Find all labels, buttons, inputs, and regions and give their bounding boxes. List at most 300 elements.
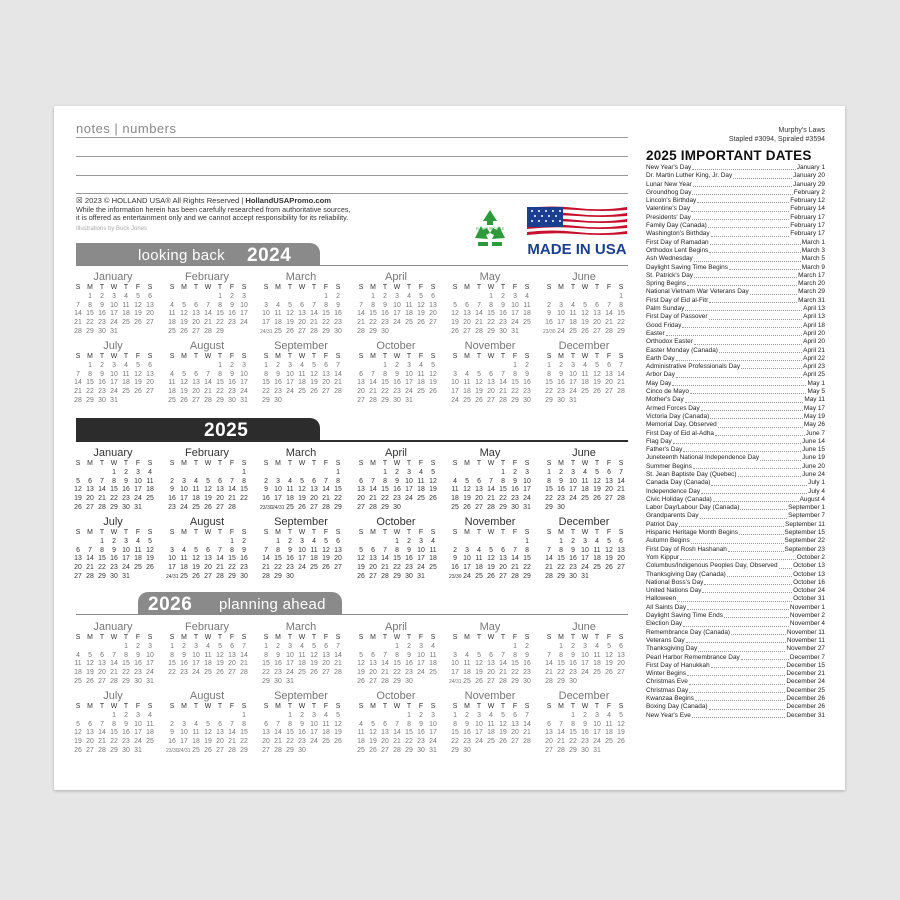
- day-cell: 21: [617, 379, 625, 387]
- month-calendar: [446, 515, 534, 582]
- day-cell: 12: [192, 555, 200, 563]
- day-cell: 11: [429, 651, 437, 659]
- month-day-grid: [355, 460, 440, 513]
- day-cell: 16: [511, 486, 519, 494]
- weekday-header: S: [75, 460, 81, 467]
- empty-cell: [332, 678, 344, 687]
- day-cell: 7: [264, 546, 268, 554]
- holiday-row: [646, 629, 825, 637]
- empty-cell: [355, 643, 367, 652]
- day-cell: 24: [523, 495, 531, 503]
- day-cell: 21: [274, 738, 282, 746]
- day-cell: 15: [545, 379, 553, 387]
- day-cell: 27: [605, 495, 613, 503]
- weekday-header: M: [464, 634, 470, 641]
- empty-cell: [473, 293, 485, 302]
- month-day-grid: [449, 529, 534, 582]
- empty-cell: [473, 643, 485, 652]
- day-cell: 10: [110, 301, 118, 309]
- day-cell: 26: [369, 746, 377, 754]
- notes-line: [76, 137, 628, 138]
- day-cell: 27: [593, 327, 601, 335]
- day-cell: 26: [216, 669, 224, 677]
- day-cell: 5: [501, 711, 505, 719]
- day-cell: 24: [240, 319, 248, 327]
- day-cell: 16: [393, 379, 401, 387]
- leader-dots: [686, 637, 786, 643]
- day-cell: 15: [487, 310, 495, 318]
- weekday-header: S: [335, 634, 341, 641]
- day-cell: 11: [192, 486, 200, 494]
- day-cell: 9: [525, 370, 529, 378]
- weekday-header: M: [87, 529, 93, 536]
- day-cell: 23: [274, 669, 282, 677]
- holiday-date: February 17: [790, 230, 825, 238]
- day-cell: 16: [262, 495, 270, 503]
- day-cell: 17: [286, 379, 294, 387]
- day-cell: 11: [569, 310, 577, 318]
- day-cell: 8: [395, 546, 399, 554]
- empty-cell: [260, 469, 272, 478]
- weekday-header: S: [546, 353, 552, 360]
- month-name: October: [376, 340, 416, 352]
- day-cell: 20: [381, 738, 389, 746]
- weekday-header: T: [311, 460, 317, 467]
- day-cell: 22: [168, 669, 176, 677]
- weekday-header: F: [229, 634, 235, 641]
- day-cell: 24: [429, 738, 437, 746]
- day-cell: 25: [74, 677, 82, 685]
- holiday-row: [646, 529, 825, 537]
- weekday-header: T: [193, 634, 199, 641]
- day-cell: 5: [324, 537, 328, 545]
- weekday-header: F: [229, 529, 235, 536]
- day-cell: 4: [453, 477, 457, 485]
- weekday-header: T: [217, 529, 223, 536]
- day-cell: 20: [617, 660, 625, 668]
- holiday-name: Lunar New Year: [646, 180, 692, 188]
- day-cell: 11: [146, 720, 154, 728]
- empty-cell: [132, 573, 144, 582]
- month-day-grid: [543, 284, 628, 337]
- day-cell: 4: [431, 642, 435, 650]
- day-cell: 17: [180, 495, 188, 503]
- weekday-header: S: [430, 634, 436, 641]
- day-cell: 12: [463, 486, 471, 494]
- day-cell: 5: [465, 477, 469, 485]
- weekday-header: S: [335, 460, 341, 467]
- weekday-header: M: [275, 529, 281, 536]
- day-cell: 15: [545, 486, 553, 494]
- day-cell: 20: [192, 319, 200, 327]
- day-cell: 31: [110, 396, 118, 404]
- empty-cell: [72, 643, 84, 652]
- day-cell: 1: [383, 361, 387, 369]
- holiday-row: [646, 479, 825, 487]
- day-cell: 10: [286, 370, 294, 378]
- holiday-name: Winter Begins: [646, 670, 687, 678]
- day-cell: 13: [605, 370, 613, 378]
- day-cell: 30: [98, 396, 106, 404]
- day-cell: 27: [487, 396, 495, 404]
- day-cell: 3: [136, 468, 140, 476]
- month-calendar: [69, 339, 157, 406]
- weekday-header: W: [110, 529, 118, 536]
- holiday-row: [646, 678, 825, 686]
- day-cell: 9: [288, 546, 292, 554]
- day-cell: 6: [218, 477, 222, 485]
- weekday-header: W: [204, 460, 212, 467]
- empty-cell: [555, 712, 567, 721]
- month-calendar: [446, 446, 534, 513]
- day-cell: 5: [477, 370, 481, 378]
- day-cell: 4: [76, 651, 80, 659]
- day-cell: 15: [228, 555, 236, 563]
- day-cell: 26: [286, 327, 294, 335]
- holiday-row: [646, 571, 825, 579]
- day-cell: 29: [499, 503, 507, 511]
- holiday-date: April 23: [803, 363, 825, 371]
- day-cell: 21: [545, 669, 553, 677]
- weekday-header: W: [298, 460, 306, 467]
- day-cell: 18: [405, 310, 413, 318]
- empty-cell: [473, 747, 485, 756]
- day-cell: 26: [593, 388, 601, 396]
- day-cell: 7: [242, 642, 246, 650]
- day-cell: 14: [369, 379, 377, 387]
- day-cell: 28: [369, 396, 377, 404]
- day-cell: 19: [74, 738, 82, 746]
- day-cell: 22: [274, 564, 282, 572]
- day-cell: 21: [499, 669, 507, 677]
- day-cell: 20: [369, 564, 377, 572]
- leader-dots: [689, 687, 785, 693]
- weekday-header: M: [181, 353, 187, 360]
- leader-dots: [741, 654, 789, 660]
- day-cell: 25: [180, 572, 188, 580]
- holiday-name: Daylight Saving Time Ends: [646, 612, 723, 620]
- day-cell: 17: [168, 564, 176, 572]
- day-cell: 20: [475, 495, 483, 503]
- weekday-header: S: [430, 703, 436, 710]
- day-cell: 15: [393, 660, 401, 668]
- day-cell: 22: [499, 495, 507, 503]
- day-cell: 20: [499, 564, 507, 572]
- weekday-header: S: [335, 529, 341, 536]
- day-cell: 29: [228, 572, 236, 580]
- weekday-header: S: [618, 353, 624, 360]
- day-cell: 9: [276, 370, 280, 378]
- leader-dots: [701, 405, 803, 411]
- day-cell: 18: [168, 319, 176, 327]
- month-calendar: [257, 270, 345, 337]
- day-cell: 13: [369, 660, 377, 668]
- day-cell: 9: [230, 301, 234, 309]
- day-cell: 14: [262, 555, 270, 563]
- empty-cell: [226, 328, 238, 337]
- day-cell: 10: [310, 720, 318, 728]
- day-cell: 5: [489, 546, 493, 554]
- weekday-header: S: [524, 634, 530, 641]
- leader-dots: [690, 388, 807, 394]
- empty-cell: [415, 397, 427, 406]
- weekday-header: W: [298, 284, 306, 291]
- day-cell: 10: [417, 651, 425, 659]
- day-cell: 3: [571, 361, 575, 369]
- day-cell: 29: [511, 396, 519, 404]
- day-cell: 15: [557, 555, 565, 563]
- weekday-header: F: [418, 529, 424, 536]
- day-cell: 3: [194, 642, 198, 650]
- day-cell: 17: [451, 388, 459, 396]
- weekday-header: S: [147, 353, 153, 360]
- illustrations-credit: Illustrations by Buck Jones: [76, 225, 148, 232]
- day-cell: 13: [322, 370, 330, 378]
- year-bar-year: 2025: [204, 420, 249, 441]
- day-cell: 26: [499, 738, 507, 746]
- holiday-date: May 17: [803, 404, 825, 412]
- day-cell: 16: [274, 660, 282, 668]
- day-cell: 23: [122, 495, 130, 503]
- holiday-name: Father's Day: [646, 446, 683, 454]
- day-cell: 25: [298, 388, 306, 396]
- weekday-header: T: [99, 703, 105, 710]
- weekday-header: F: [135, 529, 141, 536]
- weekday-header: F: [606, 353, 612, 360]
- day-cell: 26: [429, 388, 437, 396]
- day-cell: 25: [192, 746, 200, 754]
- day-cell: 3: [136, 711, 140, 719]
- day-cell: 23: [463, 738, 471, 746]
- day-cell: 18: [286, 495, 294, 503]
- day-cell: 14: [322, 486, 330, 494]
- day-cell: 12: [310, 651, 318, 659]
- empty-cell: [615, 678, 627, 687]
- holiday-date: November 11: [786, 636, 825, 644]
- day-cell: 2: [182, 642, 186, 650]
- empty-cell: [308, 678, 320, 687]
- weekday-header: F: [135, 353, 141, 360]
- weekday-header: T: [99, 284, 105, 291]
- day-cell: 14: [334, 651, 342, 659]
- holiday-date: October 31: [793, 595, 825, 603]
- day-cell: 14: [204, 379, 212, 387]
- holiday-name: Summer Begins: [646, 462, 692, 470]
- day-cell: 25: [429, 669, 437, 677]
- month-day-grid: [72, 284, 157, 337]
- weekday-header: F: [323, 284, 329, 291]
- weekday-header: T: [217, 703, 223, 710]
- day-cell: 13: [98, 660, 106, 668]
- holiday-name: Victoria Day (Canada): [646, 412, 710, 420]
- day-cell: 20: [334, 555, 342, 563]
- day-cell: 11: [134, 546, 142, 554]
- weekday-header: T: [500, 460, 506, 467]
- empty-cell: [485, 362, 497, 371]
- holiday-row: [646, 347, 825, 355]
- day-cell: 2: [559, 361, 563, 369]
- holiday-list: [646, 164, 825, 720]
- leader-dots: [779, 562, 793, 568]
- holiday-row: [646, 172, 825, 180]
- day-cell: 8: [264, 651, 268, 659]
- day-cell: 3: [583, 642, 587, 650]
- weekday-header: F: [135, 460, 141, 467]
- weekday-header: T: [123, 353, 129, 360]
- day-cell: 20: [322, 660, 330, 668]
- day-cell: 12: [475, 660, 483, 668]
- day-cell: 26: [322, 564, 330, 572]
- weekday-header: F: [418, 353, 424, 360]
- day-cell: 30: [274, 396, 282, 404]
- day-cell: 2: [571, 537, 575, 545]
- weekday-header: F: [512, 284, 518, 291]
- day-cell: 5: [76, 477, 80, 485]
- holiday-name: Thanksgiving Day: [646, 645, 698, 653]
- holiday-name: United Nations Day: [646, 587, 702, 595]
- day-cell: 3: [513, 292, 517, 300]
- day-cell: 28: [393, 746, 401, 754]
- day-cell: 20: [605, 486, 613, 494]
- holiday-date: September 23: [784, 545, 825, 553]
- day-cell: 15: [523, 555, 531, 563]
- day-cell: 30: [298, 746, 306, 754]
- empty-cell: [461, 362, 473, 371]
- day-cell: 13: [228, 651, 236, 659]
- weekday-header: S: [241, 529, 247, 536]
- website-link[interactable]: HollandUSAPromo.com: [245, 196, 332, 205]
- day-cell: 10: [581, 651, 589, 659]
- empty-cell: [461, 293, 473, 302]
- weekday-header: S: [75, 529, 81, 536]
- day-cell: 16: [523, 660, 531, 668]
- month-name: March: [285, 447, 317, 459]
- day-cell: 4: [136, 537, 140, 545]
- day-cell: 1: [218, 361, 222, 369]
- holiday-row: [646, 504, 825, 512]
- weekday-header: T: [570, 460, 576, 467]
- empty-cell: [579, 678, 591, 687]
- holiday-name: Washington's Birthday: [646, 230, 710, 238]
- empty-cell: [427, 678, 439, 687]
- day-cell: 19: [286, 319, 294, 327]
- day-cell: 5: [359, 651, 363, 659]
- weekday-header: F: [229, 460, 235, 467]
- day-cell: 23/30: [449, 573, 462, 580]
- day-cell: 7: [312, 301, 316, 309]
- weekday-header: T: [217, 634, 223, 641]
- holiday-date: February 14: [790, 205, 825, 213]
- empty-cell: [567, 293, 579, 302]
- day-cell: 16: [557, 379, 565, 387]
- day-cell: 14: [204, 310, 212, 318]
- day-cell: 27: [429, 319, 437, 327]
- month-day-grid: [449, 634, 534, 687]
- day-cell: 21: [523, 729, 531, 737]
- day-cell: 28: [310, 327, 318, 335]
- empty-cell: [296, 573, 308, 582]
- day-cell: 24/31: [272, 504, 285, 511]
- day-cell: 7: [371, 370, 375, 378]
- weekday-header: S: [358, 634, 364, 641]
- weekday-header: F: [606, 703, 612, 710]
- day-cell: 28: [605, 327, 613, 335]
- day-cell: 8: [619, 301, 623, 309]
- holiday-date: April 25: [803, 371, 825, 379]
- holiday-row: [646, 181, 825, 189]
- weekday-header: S: [263, 284, 269, 291]
- day-cell: 8: [218, 370, 222, 378]
- day-cell: 24: [405, 495, 413, 503]
- empty-cell: [591, 397, 603, 406]
- day-cell: 5: [619, 711, 623, 719]
- empty-cell: [84, 643, 96, 652]
- day-cell: 19: [451, 319, 459, 327]
- year-bar-2026: [76, 592, 628, 618]
- day-cell: 8: [276, 546, 280, 554]
- weekday-header: T: [406, 353, 412, 360]
- day-cell: 9: [136, 651, 140, 659]
- day-cell: 3: [465, 546, 469, 554]
- day-cell: 27: [322, 388, 330, 396]
- leader-dots: [676, 371, 802, 377]
- weekday-header: W: [204, 284, 212, 291]
- weekday-header: T: [406, 703, 412, 710]
- empty-cell: [355, 362, 367, 371]
- day-cell: 3: [559, 301, 563, 309]
- weekday-header: S: [452, 703, 458, 710]
- day-cell: 12: [216, 651, 224, 659]
- holiday-name: Christmas Eve: [646, 678, 688, 686]
- weekday-header: F: [135, 634, 141, 641]
- weekday-header: F: [135, 703, 141, 710]
- day-cell: 16: [298, 729, 306, 737]
- day-cell: 15: [168, 660, 176, 668]
- empty-cell: [202, 712, 214, 721]
- weekday-header: S: [241, 703, 247, 710]
- day-cell: 25: [463, 677, 471, 685]
- leader-dots: [685, 305, 802, 311]
- day-cell: 14: [617, 477, 625, 485]
- weekday-header: T: [594, 353, 600, 360]
- day-cell: 2: [336, 292, 340, 300]
- day-cell: 9: [124, 720, 128, 728]
- weekday-header: T: [570, 284, 576, 291]
- weekday-header: W: [298, 703, 306, 710]
- weekday-header: M: [464, 460, 470, 467]
- holiday-row: [646, 230, 825, 238]
- day-cell: 18: [74, 669, 82, 677]
- day-cell: 22: [557, 669, 565, 677]
- day-cell: 6: [88, 720, 92, 728]
- day-cell: 8: [112, 477, 116, 485]
- day-cell: 4: [124, 361, 128, 369]
- day-cell: 27: [192, 396, 200, 404]
- day-cell: 7: [501, 370, 505, 378]
- day-cell: 21: [369, 388, 377, 396]
- day-cell: 30: [523, 677, 531, 685]
- empty-cell: [202, 469, 214, 478]
- weekday-header: W: [393, 634, 401, 641]
- day-cell: 9: [453, 555, 457, 563]
- day-cell: 13: [322, 651, 330, 659]
- day-cell: 22: [286, 738, 294, 746]
- day-cell: 22: [393, 564, 401, 572]
- day-cell: 17: [393, 310, 401, 318]
- day-cell: 11: [74, 660, 82, 668]
- weekday-header: S: [546, 284, 552, 291]
- weekday-header: S: [169, 353, 175, 360]
